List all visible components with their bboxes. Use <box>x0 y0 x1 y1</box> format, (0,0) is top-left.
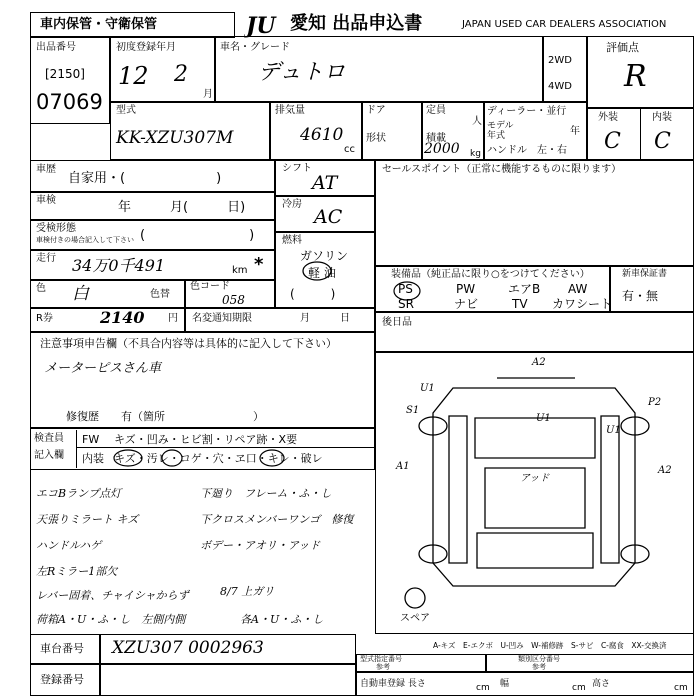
height-label: 高さ <box>592 679 611 689</box>
color-code-value: 058 <box>222 293 245 307</box>
inspect-value: 年 月( 日) <box>118 200 246 215</box>
expire-value: 月 日 <box>300 313 350 324</box>
expire-label: 名変通知期限 <box>192 313 252 324</box>
ju-logo-icon <box>244 12 290 38</box>
form-label: 形状 <box>366 133 386 144</box>
diagram-label: U1 <box>606 425 621 436</box>
equip-item: TV <box>512 297 528 311</box>
cool-value: AC <box>314 206 343 228</box>
kata-label: 型式指定番号 <box>360 655 402 663</box>
color-label: 色 <box>36 283 46 294</box>
memo-line: ハンドルハゲ <box>36 539 102 552</box>
frame-label: 車台番号 <box>40 642 84 655</box>
name-value: デュトロ <box>258 60 346 85</box>
equip-item: ナビ <box>454 297 479 311</box>
km-unit: km <box>232 265 248 276</box>
memo-line: 荷箱A・U・ふ・し 左側内側 <box>36 613 186 626</box>
form-subtitle: JAPAN USED CAR DEALERS ASSOCIATION <box>462 19 667 30</box>
diagram-label: S1 <box>406 405 420 416</box>
disp-value: 4610 <box>300 125 344 145</box>
equip-ps-circle <box>385 278 445 311</box>
disp-label: 排気量 <box>275 105 305 116</box>
rui-label: 類別区分番号 <box>518 655 560 663</box>
storage-tab-label: 車内保管・守衛保管 <box>40 17 158 32</box>
receive-sub: 車検付きの場合記入して下さい <box>36 236 134 244</box>
fuel-circle-mark <box>275 232 375 308</box>
diagram-label: P2 <box>648 397 662 408</box>
repair-label: 修復歴 有（箇所 ） <box>66 410 264 423</box>
warranty-label: 新車保証書 <box>622 269 668 279</box>
diagram-label: アッド <box>520 473 550 484</box>
reg-label: 初度登録年月 <box>116 42 176 53</box>
fw-items: キズ・凹み・ヒビ割・リペア跡・X要 <box>114 433 298 446</box>
frame-value: XZU307 0002963 <box>112 638 264 658</box>
inspector-label-1: 検査員 <box>34 433 64 444</box>
load-value: 2000 <box>424 141 460 157</box>
kata-sub: 参考 <box>376 663 390 671</box>
ext-label: 外装 <box>598 112 618 123</box>
ext-int-divider <box>640 108 641 160</box>
form-title: 愛知 出品申込書 <box>290 13 423 34</box>
dealer-label: ディーラー・並行 <box>487 106 567 117</box>
spare-tire <box>405 588 425 608</box>
model-year-label-1: モデル <box>487 121 514 131</box>
equip-item: PS <box>398 282 413 296</box>
notes-label: 注意事項申告欄（不具合内容等は具体的に記入して下さい） <box>40 337 337 350</box>
cert-label: 自動車登録 長さ <box>360 679 426 689</box>
km-mark: * <box>254 254 264 275</box>
model-label: 型式 <box>116 105 136 116</box>
rui-sub: 参考 <box>532 663 546 671</box>
equip-item: AW <box>568 282 588 296</box>
memo-line: ボデー・アオリ・アッド <box>200 539 321 552</box>
drive-4wd: 4WD <box>548 81 572 92</box>
cert-cm-1: cm <box>476 683 490 693</box>
diagram-label: U1 <box>420 383 435 394</box>
rear-cell <box>375 312 694 352</box>
cap-unit: 人 <box>472 116 482 127</box>
km-value: 34万0千491 <box>72 256 166 275</box>
cert-cm-3: cm <box>674 683 688 693</box>
history-label: 車歴 <box>36 164 56 175</box>
memo-line: レバー固着、チャイシャからず <box>36 589 189 602</box>
inspector-label-2: 記入欄 <box>34 450 64 461</box>
shift-label: シフト <box>282 163 312 174</box>
nai-circles <box>76 446 376 470</box>
wheels <box>419 417 649 563</box>
reg-year: 12 <box>118 62 149 90</box>
score-value: R <box>624 59 647 94</box>
handle-label: ハンドル 左・右 <box>487 145 567 156</box>
fuel-value-1: ガソリン <box>300 249 349 263</box>
diagram-label: A1 <box>396 461 410 472</box>
fuel-value-3: ( ) <box>290 287 336 301</box>
inspect-label: 車検 <box>36 195 56 206</box>
equip-item: PW <box>456 282 476 296</box>
lot-number: 07069 <box>36 90 103 114</box>
door-label: ドア <box>366 105 386 116</box>
memo-line: 8/7 上ガリ <box>220 585 275 598</box>
color-value: 白 <box>72 284 89 304</box>
disp-unit: cc <box>344 144 355 155</box>
warranty-value: 有・無 <box>622 289 659 303</box>
color-code-label: 色コード <box>190 281 230 292</box>
color-change-label: 色替 <box>150 289 170 300</box>
equip-item: SR <box>398 297 414 311</box>
cap-label: 定員 <box>426 105 446 116</box>
nai-items: キズ・汚レ・コゲ・穴・ヱ口・キレ・破レ <box>114 452 323 465</box>
nai-label: 内装 <box>82 452 104 465</box>
memo-line: 左Rミラー1部欠 <box>36 565 118 578</box>
model-year-label-2: 年式 <box>487 131 506 141</box>
fuel-value-2: 軽 油 <box>308 266 336 280</box>
int-label: 内装 <box>652 112 672 123</box>
logo-text: JU <box>246 13 276 38</box>
ext-value: C <box>604 129 621 154</box>
memo-line: 下クロスメンバーワンゴ 修復 <box>200 513 354 526</box>
diagram-legend: A-キズ E-エクボ U-凹み W-補修跡 S-サビ C-腐食 XX-交換済 <box>433 641 667 650</box>
width-label: 幅 <box>500 679 510 689</box>
equip-item: エアB <box>508 282 541 296</box>
receive-label: 受検形態 <box>36 223 76 234</box>
recycle-label: R券 <box>36 313 53 324</box>
diagram-label: A2 <box>532 357 546 368</box>
km-label: 走行 <box>36 253 56 264</box>
shift-value: AT <box>312 172 338 194</box>
sales-cell <box>375 160 694 266</box>
drive-2wd: 2WD <box>548 55 572 66</box>
diagram-label: A2 <box>658 465 672 476</box>
name-label: 車名・グレード <box>220 42 290 53</box>
score-label: 評価点 <box>606 41 639 54</box>
cert-cm-2: cm <box>572 683 586 693</box>
memo-line: 下廻り フレーム・ふ・し <box>200 487 332 500</box>
notes-handwritten: メーターピスさん車 <box>44 361 162 376</box>
reg-month: 2 <box>174 62 188 87</box>
sales-label: セールスポイント（正常に機能するものに限ります） <box>382 164 622 175</box>
lot-label: 出品番号 <box>36 42 76 53</box>
fw-label: FW <box>82 433 100 446</box>
recycle-value: 2140 <box>100 308 145 327</box>
load-label: 積載 <box>426 133 446 144</box>
fuel-label: 燃料 <box>282 235 302 246</box>
diagram-label: U1 <box>536 413 551 424</box>
year-unit: 年 <box>570 126 580 137</box>
model-value: KK-XZU307M <box>116 128 234 148</box>
cool-label: 冷房 <box>282 199 302 210</box>
equip-item: カワシート <box>552 297 613 311</box>
regno-label: 登録番号 <box>40 673 84 686</box>
memo-line: 各A・U・ふ・し <box>240 613 324 626</box>
equip-label: 装備品（純正品に限り○をつけてください） <box>391 269 590 280</box>
history-value: 自家用・( ) <box>68 171 222 186</box>
load-unit: kg <box>470 149 481 159</box>
receive-value: ( ) <box>140 228 255 243</box>
recycle-unit: 円 <box>168 313 178 324</box>
int-value: C <box>654 129 671 154</box>
memo-line: 天張りミラート キズ <box>36 513 139 526</box>
car-diagram <box>385 358 685 628</box>
spare-label: スペア <box>400 613 430 624</box>
rear-label: 後日品 <box>382 317 412 328</box>
car-body-outline <box>433 388 635 586</box>
lot-sub: [2150] <box>45 67 85 81</box>
ju-logo <box>244 12 290 38</box>
memo-line: エコBランプ点灯 <box>36 487 122 500</box>
drive-cell <box>543 36 587 102</box>
reg-month-unit: 月 <box>203 89 213 100</box>
regno-value-cell <box>100 664 356 696</box>
